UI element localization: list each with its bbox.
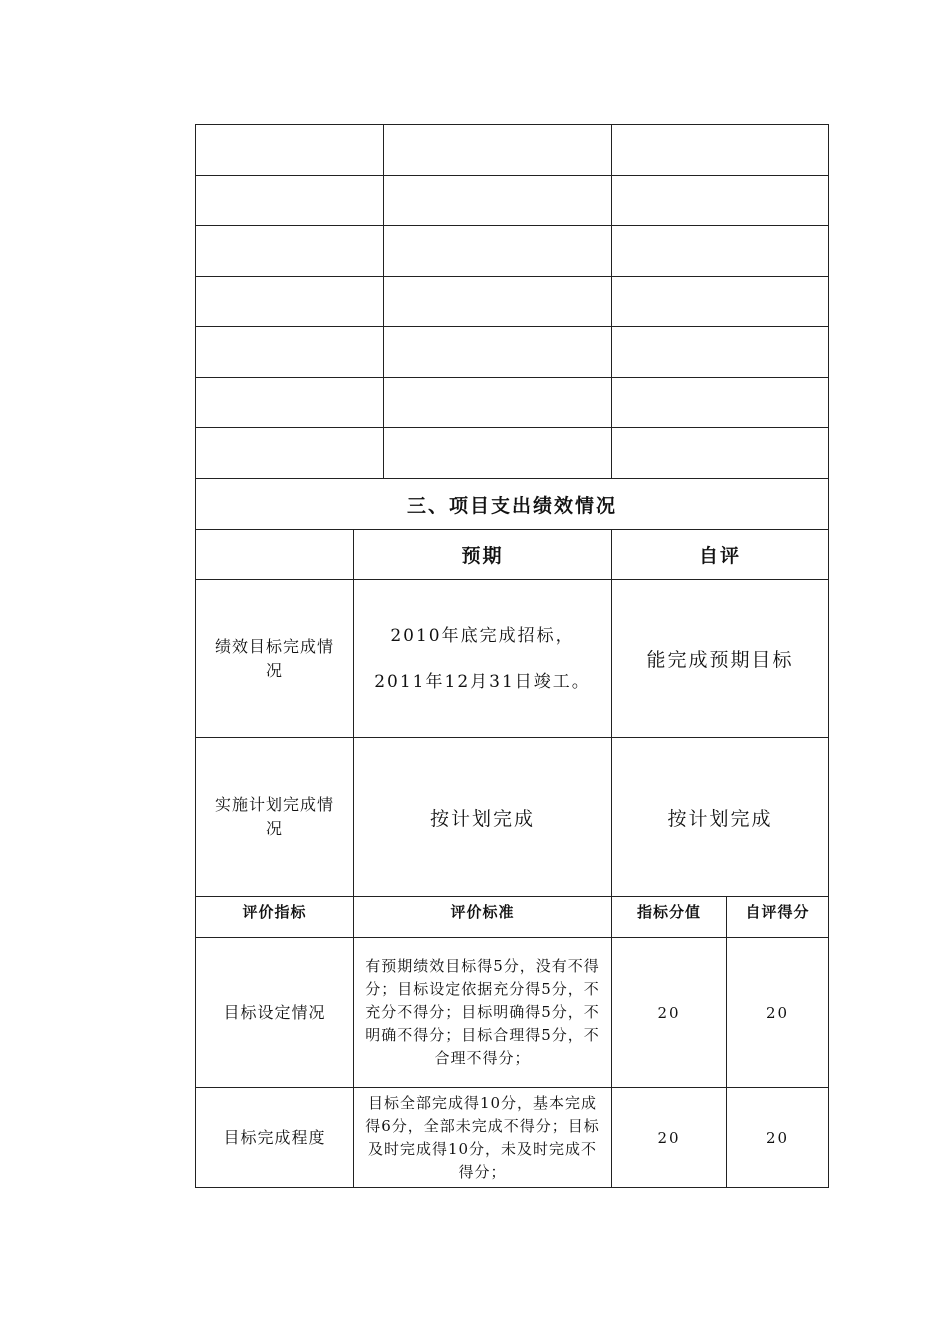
table-border: [195, 175, 829, 176]
header-standard: 评价标准: [450, 903, 515, 921]
table-border: [195, 326, 829, 327]
indicator-self-score-goal-achievement: 20: [765, 1128, 790, 1147]
table-border: [383, 124, 384, 478]
header-indicator: 评价指标: [242, 903, 307, 921]
table-border: [828, 124, 829, 1188]
row-label-goal-completion: 绩效目标完成情况: [214, 636, 334, 680]
indicator-standard-goal-achievement: 目标全部完成得10分，基本完成得6分，全部未完成不得分；目标及时完成得10分，未及时完成不得分；: [365, 1093, 600, 1181]
row-expected-plan-completion: 按计划完成: [429, 807, 535, 830]
table-border: [195, 427, 829, 428]
header-expected: 预期: [461, 545, 504, 567]
header-score-value: 指标分值: [636, 903, 701, 921]
indicator-name-goal-setting: 目标设定情况: [223, 1002, 326, 1022]
table-border: [195, 225, 829, 226]
row-expected-goal-completion: 2010年底完成招标，2011年12月31日竣工。: [374, 625, 591, 692]
table-border: [195, 377, 829, 378]
row-self-eval-goal-completion: 能完成预期目标: [646, 649, 794, 671]
indicator-standard-goal-setting: 有预期绩效目标得5分，没有不得分；目标设定依据充分得5分，不充分不得分；目标明确得5分，不明确不得分；目标合理得5分，不合理不得分；: [365, 957, 600, 1067]
header-self-eval: 自评: [698, 545, 741, 567]
indicator-name-goal-achievement: 目标完成程度: [223, 1127, 326, 1147]
table-border: [611, 124, 612, 478]
section-title: 三、项目支出绩效情况: [406, 494, 617, 517]
table-border: [195, 1187, 829, 1188]
indicator-score-value-goal-setting: 20: [657, 1003, 681, 1022]
row-self-eval-plan-completion: 按计划完成: [667, 807, 773, 830]
table-border: [195, 276, 829, 277]
header-self-score: 自评得分: [745, 903, 810, 921]
indicator-self-score-goal-setting: 20: [765, 1003, 790, 1022]
indicator-score-value-goal-achievement: 20: [657, 1128, 681, 1147]
row-label-plan-completion: 实施计划完成情况: [214, 795, 334, 838]
table-border: [195, 124, 829, 125]
